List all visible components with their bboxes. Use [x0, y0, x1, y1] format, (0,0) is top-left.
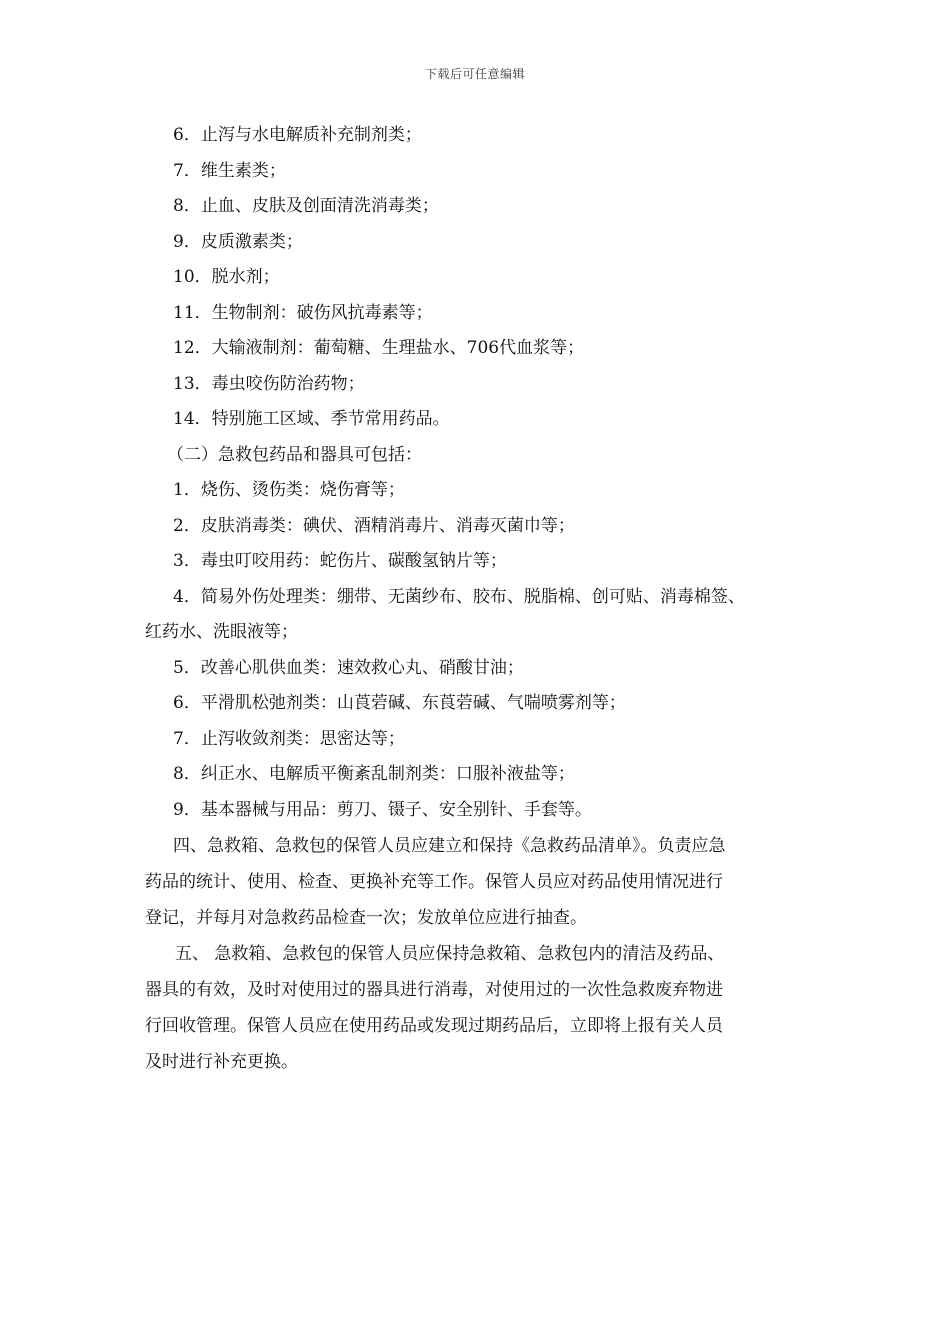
paragraph-five — [145, 936, 825, 1080]
list-item: 8．纠正水、电解质平衡紊乱制剂类：口服补液盐等； — [173, 764, 575, 784]
paragraph-four — [145, 828, 825, 936]
list-item: 13．毒虫咬伤防治药物； — [173, 373, 365, 394]
paragraph-line: 药品的统计、使用、检查、更换补充等工作。保管人员应对药品使用情况进行 — [145, 872, 723, 892]
page-header: 下载后可任意编辑 — [424, 67, 525, 81]
document-body — [145, 118, 825, 1080]
list-item: 11．生物制剂：破伤风抗毒素等； — [173, 302, 433, 323]
section-heading: （二）急救包药品和器具可包括： — [167, 444, 422, 465]
list-item-continuation: 红药水、洗眼液等； — [145, 622, 298, 642]
list-item: 14．特别施工区域、季节常用药品。 — [173, 409, 450, 429]
list-item: 10．脱水剂； — [173, 267, 280, 287]
paragraph-line: 四、急救箱、急救包的保管人员应建立和保持《急救药品清单》。负责应急 — [173, 836, 726, 856]
list-item: 1．烧伤、烫伤类：烧伤膏等； — [173, 480, 405, 500]
paragraph-line: 器具的有效，及时对使用过的器具进行消毒，对使用过的一次性急救废弃物进 — [145, 980, 723, 1000]
list-b — [145, 473, 825, 828]
list-item: 12．大输液制剂：葡萄糖、生理盐水、706代血浆等； — [173, 338, 585, 358]
list-item: 9．皮质激素类； — [173, 231, 303, 252]
list-item: 7．维生素类； — [173, 160, 286, 181]
paragraph-line: 及时进行补充更换。 — [145, 1052, 298, 1072]
list-item: 8．止血、皮肤及创面清洗消毒类； — [173, 196, 439, 216]
list-item: 6．止泻与水电解质补充制剂类； — [173, 125, 422, 145]
list-item: 2．皮肤消毒类：碘伏、酒精消毒片、消毒灭菌巾等； — [173, 515, 575, 536]
list-item-wrapped: 4．简易外伤处理类：绷带、无菌纱布、胶布、脱脂棉、创可贴、消毒棉签、 — [173, 586, 745, 607]
list-item: 3．毒虫叮咬用药：蛇伤片、碳酸氢钠片等； — [173, 551, 507, 571]
paragraph-line: 行回收管理。保管人员应在使用药品或发现过期药品后，立即将上报有关人员 — [145, 1016, 723, 1036]
list-item: 7．止泻收敛剂类：思密达等； — [173, 728, 405, 749]
paragraph-line: 五、 急救箱、急救包的保管人员应保持急救箱、急救包内的清洁及药品、 — [175, 944, 725, 964]
list-item: 5．改善心肌供血类：速效救心丸、硝酸甘油； — [173, 657, 524, 678]
list-item: 6．平滑肌松弛剂类：山莨菪碱、东莨菪碱、气喘喷雾剂等； — [173, 693, 626, 713]
list-a — [145, 118, 825, 438]
paragraph-line: 登记，并每月对急救药品检查一次；发放单位应进行抽查。 — [145, 908, 587, 928]
list-item: 9．基本器械与用品：剪刀、镊子、安全别针、手套等。 — [173, 799, 592, 820]
